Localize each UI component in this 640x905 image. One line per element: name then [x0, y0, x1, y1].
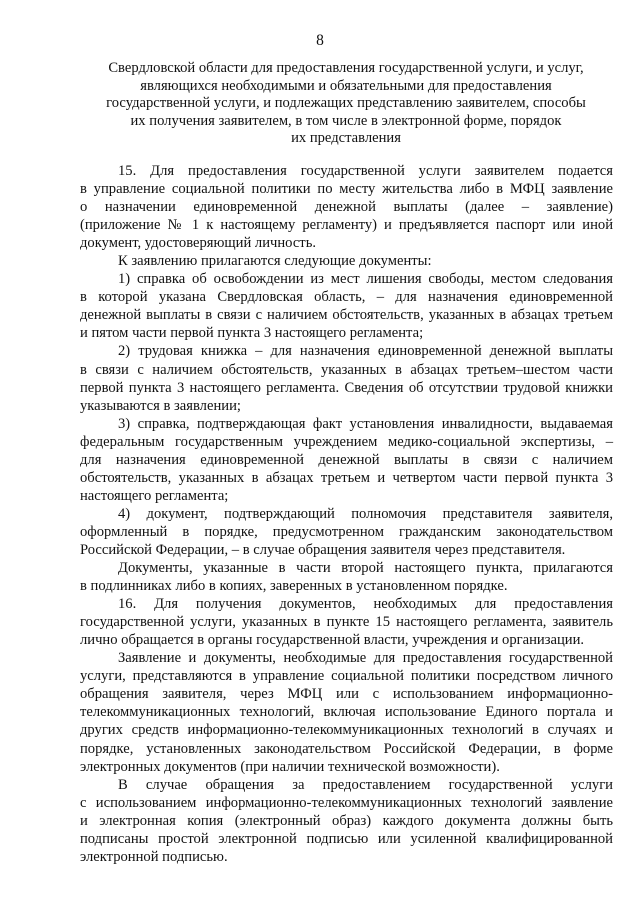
- heading-line: являющихся необходимыми и обязательными для предоставления: [140, 77, 552, 94]
- text-line: с использованием информационно-телекоммуникационных технологий заявление: [80, 794, 613, 811]
- text-line: в управление социальной политики по месту жительства либо в МФЦ заявление: [80, 181, 613, 198]
- text-line: в которой указана Свердловская область, – для назначения единовременной: [80, 289, 613, 306]
- text-line: обращения заявителя, через МФЦ или с использованием информационно-: [80, 686, 613, 703]
- text-line: В случае обращения за предоставлением государственной услуги: [118, 776, 613, 793]
- text-line: государственной услуги, указанных в пункте 15 настоящего регламента, заявитель: [80, 614, 613, 631]
- text-line: 3) справка, подтверждающая факт установления инвалидности, выдаваемая: [118, 415, 613, 432]
- text-line: электронной подписью.: [80, 848, 228, 865]
- text-line: настоящего регламента;: [80, 487, 229, 504]
- paragraph: [80, 595, 613, 649]
- text-line: федеральным государственным учреждением медико-социальной экспертизы, –: [80, 433, 613, 450]
- text-line: 4) документ, подтверждающий полномочия представителя заявителя,: [118, 505, 613, 522]
- text-line: указываются в заявлении;: [80, 397, 241, 414]
- text-line: Российской Федерации, – в случае обращения заявителя через представителя.: [80, 541, 566, 558]
- text-line: электронных документов (при наличии технической возможности).: [80, 758, 500, 775]
- text-line: первой пункта 3 настоящего регламента. Сведения об отсутствии трудовой книжки: [80, 379, 613, 396]
- section-heading: [90, 60, 602, 148]
- text-line: в подлинниках либо в копиях, заверенных в установленном порядке.: [80, 578, 508, 595]
- paragraph: [80, 415, 613, 505]
- text-line: телекоммуникационных технологий, включая использование Единого портала и: [80, 704, 613, 721]
- text-line: Заявление и документы, необходимые для предоставления государственной: [118, 650, 613, 667]
- document-body: [80, 162, 613, 866]
- text-line: и пятом части первой пункта 3 настоящего регламента;: [80, 325, 424, 342]
- text-line: 15. Для предоставления государственной услуги заявителем подается: [118, 163, 613, 179]
- paragraph: [80, 505, 613, 559]
- text-line: обстоятельств, указанных в абзацах третьем и четвертом части первой пункта 3: [80, 469, 613, 486]
- paragraph: [80, 776, 613, 866]
- text-line: в связи с наличием обстоятельств, указанных в абзацах третьем–шестом части: [80, 361, 613, 378]
- text-line: о назначении единовременной денежной выплаты (далее – заявление): [80, 199, 613, 216]
- paragraph: [80, 342, 613, 414]
- text-line: оформленный в порядке, предусмотренном гражданским законодательством: [80, 523, 613, 540]
- paragraph: [80, 252, 613, 270]
- paragraph: [80, 649, 613, 775]
- heading-line: государственной услуги, и подлежащих представлению заявителем, способы: [106, 95, 586, 112]
- heading-line: их получения заявителем, в том числе в электронной форме, порядок: [130, 112, 562, 129]
- text-line: Документы, указанные в части второй настоящего пункта, прилагаются: [118, 560, 613, 577]
- text-line: 2) трудовая книжка – для назначения единовременной денежной выплаты: [118, 343, 613, 360]
- paragraph: [80, 559, 613, 595]
- text-line: для назначения единовременной денежной выплаты в связи с наличием: [80, 451, 613, 468]
- paragraph: [80, 270, 613, 342]
- heading-line: Свердловской области для предоставления государственной услуги, и услуг,: [108, 60, 584, 76]
- text-line: подписаны простой электронной подписью или усиленной квалифицированной: [80, 830, 613, 847]
- text-line: денежной выплаты в связи с наличием обстоятельств, указанных в абзацах третьем: [80, 307, 613, 324]
- text-line: 16. Для получения документов, необходимых для предоставления: [118, 596, 613, 613]
- text-line: других средств информационно-телекоммуникационных технологий в случаях и: [80, 722, 613, 739]
- paragraph: [80, 162, 613, 252]
- text-line: 1) справка об освобождении из мест лишения свободы, местом следования: [118, 271, 613, 288]
- text-line: порядке, установленных законодательством Российской Федерации, в форме: [80, 740, 613, 757]
- page-number: 8: [316, 32, 324, 49]
- text-line: (приложение № 1 к настоящему регламенту) и предъявляется паспорт или иной: [80, 217, 613, 234]
- text-line: К заявлению прилагаются следующие документы:: [118, 253, 432, 270]
- text-line: и электронная копия (электронный образ) каждого документа должны быть: [80, 812, 613, 829]
- text-line: лично обращается в органы государственной власти, учреждения и организации.: [80, 632, 585, 649]
- text-line: услуги, представляются в управление социальной политики посредством личного: [80, 668, 613, 685]
- heading-line: их представления: [291, 130, 401, 147]
- text-line: документ, удостоверяющий личность.: [80, 235, 316, 252]
